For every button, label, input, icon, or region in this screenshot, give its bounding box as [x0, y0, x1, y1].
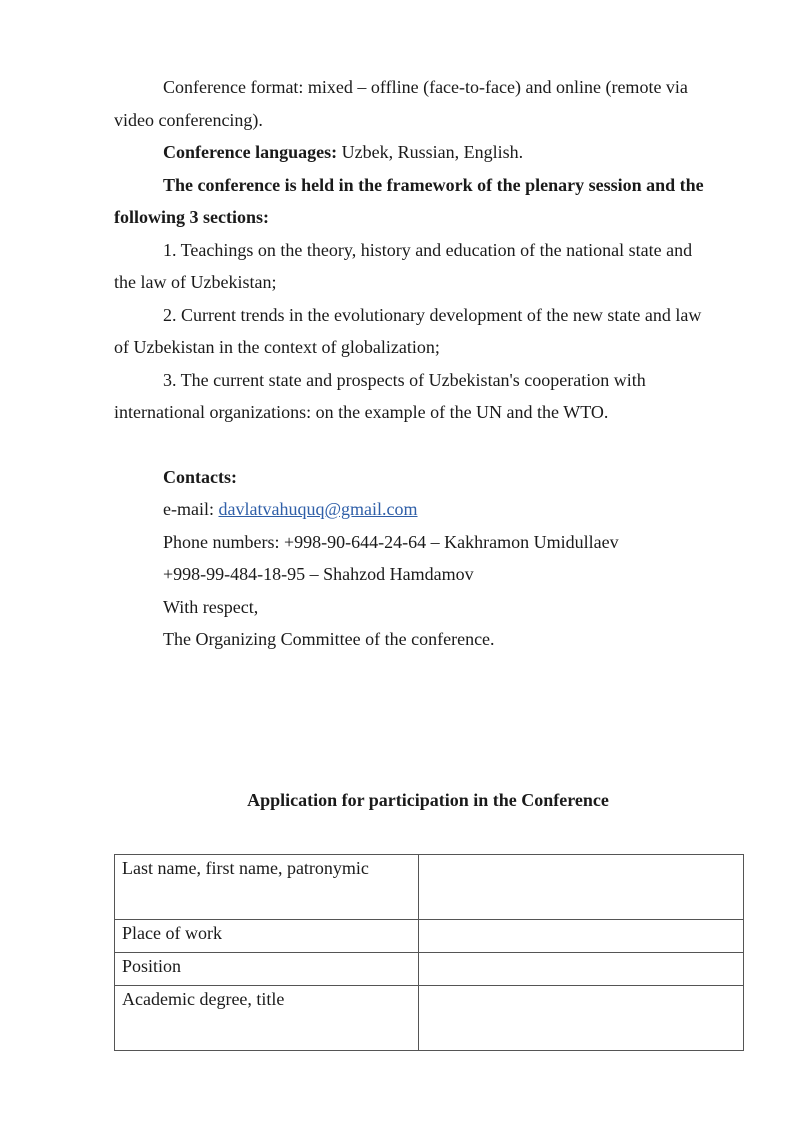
closing-line: With respect,: [163, 597, 259, 617]
languages-value: Uzbek, Russian, English.: [337, 142, 524, 162]
section-1-line-2: the law of Uzbekistan;: [114, 272, 277, 292]
framework-text-1: The conference is held in the framework of the plenary session and the: [163, 175, 704, 195]
row-label-name: Last name, first name, patronymic: [115, 855, 419, 920]
row-label-position: Position: [115, 953, 419, 986]
format-line-1: Conference format: mixed – offline (face-to-face) and online (remote via: [163, 77, 688, 97]
framework-text-2: following 3 sections:: [114, 207, 269, 227]
format-line-2: video conferencing).: [114, 110, 263, 130]
row-value-workplace[interactable]: [419, 920, 744, 953]
row-label-workplace: Place of work: [115, 920, 419, 953]
row-value-position[interactable]: [419, 953, 744, 986]
email-label: e-mail:: [163, 499, 219, 519]
table-row: [115, 953, 744, 986]
table-row: [115, 986, 744, 1051]
phone-line-1: Phone numbers: +998-90-644-24-64 – Kakhramon Umidullaev: [163, 532, 619, 552]
row-label-degree: Academic degree, title: [115, 986, 419, 1051]
section-3-line-1: 3. The current state and prospects of Uzbekistan's cooperation with: [163, 370, 646, 390]
email-line: [163, 498, 418, 520]
email-link[interactable]: davlatvahuquq@gmail.com: [218, 499, 418, 519]
signature-line: The Organizing Committee of the conference.: [163, 629, 495, 649]
section-3-line-2: international organizations: on the example of the UN and the WTO.: [114, 402, 609, 422]
framework-line-1: [163, 174, 704, 196]
section-2-line-2: of Uzbekistan in the context of globalization;: [114, 337, 440, 357]
application-table: [114, 854, 744, 1051]
row-value-name[interactable]: [419, 855, 744, 920]
table-row: [115, 920, 744, 953]
section-1-line-1: 1. Teachings on the theory, history and education of the national state and: [163, 240, 693, 260]
row-value-degree[interactable]: [419, 986, 744, 1051]
table-row: [115, 855, 744, 920]
phone-line-2: +998-99-484-18-95 – Shahzod Hamdamov: [163, 564, 474, 584]
languages-line: [163, 141, 523, 163]
application-title: Application for participation in the Conference: [247, 790, 609, 810]
contacts-heading: [163, 466, 237, 488]
languages-label: Conference languages:: [163, 142, 338, 162]
contacts-heading-text: Contacts:: [163, 467, 237, 487]
section-2-line-1: 2. Current trends in the evolutionary development of the new state and law: [163, 305, 702, 325]
framework-line-2: [114, 206, 269, 228]
